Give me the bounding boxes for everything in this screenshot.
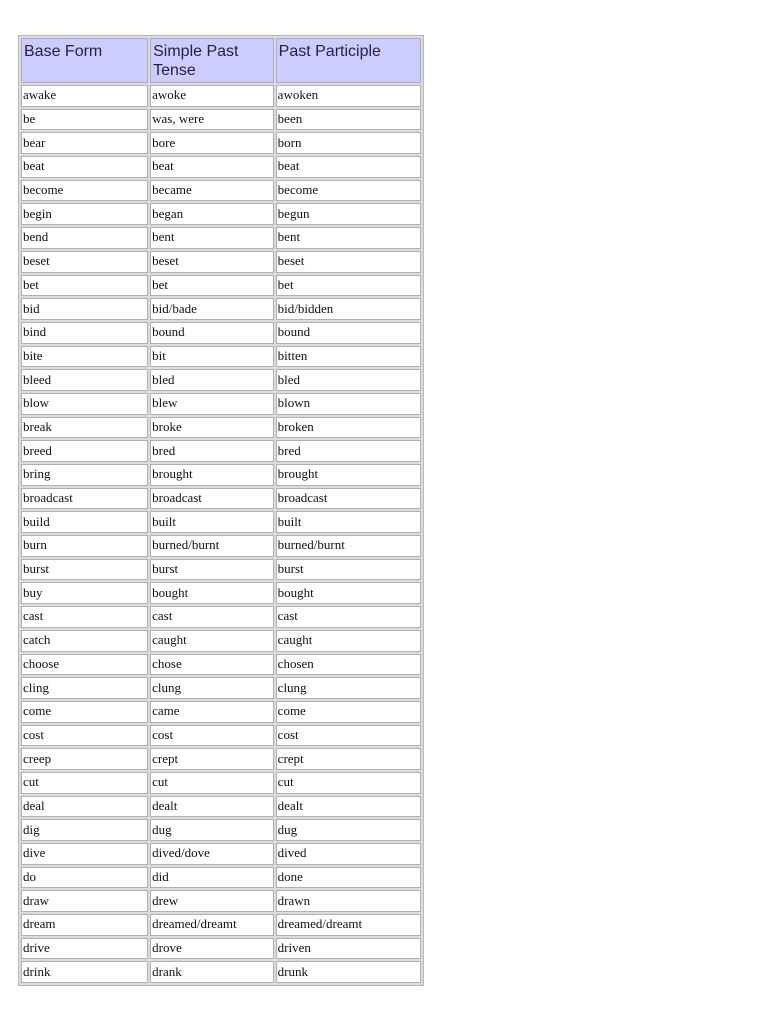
table-row — [21, 867, 421, 889]
base-form-cell: cut — [21, 772, 148, 794]
past-participle-cell: bitten — [276, 346, 421, 368]
simple-past-cell: bought — [150, 582, 274, 604]
base-form-cell: drive — [21, 938, 148, 960]
past-participle-cell: dived — [276, 843, 421, 865]
past-participle-cell: blown — [276, 393, 421, 415]
past-participle-cell: dreamed/dreamt — [276, 914, 421, 936]
simple-past-cell: beset — [150, 251, 274, 273]
base-form-cell: become — [21, 180, 148, 202]
table-row — [21, 961, 421, 983]
simple-past-cell: drank — [150, 961, 274, 983]
table-row — [21, 725, 421, 747]
past-participle-cell: broken — [276, 417, 421, 439]
base-form-cell: breed — [21, 440, 148, 462]
base-form-cell: catch — [21, 630, 148, 652]
table-row — [21, 203, 421, 225]
past-participle-cell: crept — [276, 748, 421, 770]
past-participle-cell: drawn — [276, 890, 421, 912]
past-participle-cell: burst — [276, 559, 421, 581]
simple-past-cell: built — [150, 511, 274, 533]
past-participle-cell: burned/burnt — [276, 535, 421, 557]
base-form-cell: bend — [21, 227, 148, 249]
simple-past-cell: broadcast — [150, 488, 274, 510]
table-row — [21, 748, 421, 770]
base-form-cell: buy — [21, 582, 148, 604]
simple-past-cell: drew — [150, 890, 274, 912]
table-body — [21, 85, 421, 983]
simple-past-cell: brought — [150, 464, 274, 486]
base-form-cell: deal — [21, 796, 148, 818]
table-row — [21, 346, 421, 368]
table-row — [21, 298, 421, 320]
table-row — [21, 440, 421, 462]
base-form-cell: beat — [21, 156, 148, 178]
table-row — [21, 464, 421, 486]
table-row — [21, 417, 421, 439]
header-past-participle: Past Participle — [276, 38, 421, 83]
table-row — [21, 630, 421, 652]
base-form-cell: cost — [21, 725, 148, 747]
past-participle-cell: begun — [276, 203, 421, 225]
header-simple-past-tense: Simple Past Tense — [150, 38, 274, 83]
simple-past-cell: caught — [150, 630, 274, 652]
past-participle-cell: bet — [276, 275, 421, 297]
simple-past-cell: dreamed/dreamt — [150, 914, 274, 936]
simple-past-cell: bet — [150, 275, 274, 297]
past-participle-cell: bound — [276, 322, 421, 344]
irregular-verbs-table — [18, 35, 424, 986]
simple-past-cell: burned/burnt — [150, 535, 274, 557]
past-participle-cell: beset — [276, 251, 421, 273]
table-row — [21, 701, 421, 723]
past-participle-cell: brought — [276, 464, 421, 486]
base-form-cell: creep — [21, 748, 148, 770]
past-participle-cell: beat — [276, 156, 421, 178]
base-form-cell: bind — [21, 322, 148, 344]
simple-past-cell: bore — [150, 132, 274, 154]
table-row — [21, 85, 421, 107]
simple-past-cell: cost — [150, 725, 274, 747]
base-form-cell: bet — [21, 275, 148, 297]
table-row — [21, 819, 421, 841]
table-row — [21, 369, 421, 391]
past-participle-cell: built — [276, 511, 421, 533]
table-row — [21, 796, 421, 818]
simple-past-cell: clung — [150, 677, 274, 699]
table-row — [21, 582, 421, 604]
simple-past-cell: chose — [150, 654, 274, 676]
base-form-cell: come — [21, 701, 148, 723]
simple-past-cell: cast — [150, 606, 274, 628]
past-participle-cell: dealt — [276, 796, 421, 818]
table-row — [21, 156, 421, 178]
simple-past-cell: cut — [150, 772, 274, 794]
base-form-cell: choose — [21, 654, 148, 676]
table-row — [21, 559, 421, 581]
simple-past-cell: dealt — [150, 796, 274, 818]
past-participle-cell: come — [276, 701, 421, 723]
simple-past-cell: did — [150, 867, 274, 889]
past-participle-cell: driven — [276, 938, 421, 960]
past-participle-cell: born — [276, 132, 421, 154]
simple-past-cell: blew — [150, 393, 274, 415]
past-participle-cell: broadcast — [276, 488, 421, 510]
past-participle-cell: caught — [276, 630, 421, 652]
simple-past-cell: bled — [150, 369, 274, 391]
table-row — [21, 132, 421, 154]
base-form-cell: build — [21, 511, 148, 533]
simple-past-cell: came — [150, 701, 274, 723]
table-row — [21, 914, 421, 936]
simple-past-cell: burst — [150, 559, 274, 581]
past-participle-cell: become — [276, 180, 421, 202]
base-form-cell: bleed — [21, 369, 148, 391]
table-row — [21, 890, 421, 912]
table-row — [21, 843, 421, 865]
base-form-cell: beset — [21, 251, 148, 273]
table-row — [21, 109, 421, 131]
simple-past-cell: beat — [150, 156, 274, 178]
past-participle-cell: bid/bidden — [276, 298, 421, 320]
base-form-cell: dream — [21, 914, 148, 936]
past-participle-cell: bred — [276, 440, 421, 462]
table-header — [21, 38, 421, 83]
base-form-cell: bid — [21, 298, 148, 320]
simple-past-cell: became — [150, 180, 274, 202]
header-base-form: Base Form — [21, 38, 148, 83]
simple-past-cell: began — [150, 203, 274, 225]
table-row — [21, 180, 421, 202]
table-row — [21, 322, 421, 344]
table-row — [21, 606, 421, 628]
base-form-cell: be — [21, 109, 148, 131]
past-participle-cell: bled — [276, 369, 421, 391]
past-participle-cell: done — [276, 867, 421, 889]
base-form-cell: break — [21, 417, 148, 439]
table-row — [21, 251, 421, 273]
table-row — [21, 535, 421, 557]
past-participle-cell: chosen — [276, 654, 421, 676]
table-row — [21, 275, 421, 297]
past-participle-cell: drunk — [276, 961, 421, 983]
past-participle-cell: clung — [276, 677, 421, 699]
table-row — [21, 488, 421, 510]
table-row — [21, 393, 421, 415]
simple-past-cell: awoke — [150, 85, 274, 107]
simple-past-cell: bent — [150, 227, 274, 249]
base-form-cell: awake — [21, 85, 148, 107]
past-participle-cell: bent — [276, 227, 421, 249]
simple-past-cell: bid/bade — [150, 298, 274, 320]
past-participle-cell: cost — [276, 725, 421, 747]
simple-past-cell: drove — [150, 938, 274, 960]
past-participle-cell: awoken — [276, 85, 421, 107]
base-form-cell: dive — [21, 843, 148, 865]
table-row — [21, 677, 421, 699]
base-form-cell: begin — [21, 203, 148, 225]
simple-past-cell: bound — [150, 322, 274, 344]
table-row — [21, 772, 421, 794]
table-row — [21, 938, 421, 960]
past-participle-cell: been — [276, 109, 421, 131]
base-form-cell: bring — [21, 464, 148, 486]
table-row — [21, 654, 421, 676]
base-form-cell: cling — [21, 677, 148, 699]
simple-past-cell: dug — [150, 819, 274, 841]
base-form-cell: do — [21, 867, 148, 889]
base-form-cell: broadcast — [21, 488, 148, 510]
table-row — [21, 511, 421, 533]
table-row — [21, 227, 421, 249]
past-participle-cell: cut — [276, 772, 421, 794]
simple-past-cell: bit — [150, 346, 274, 368]
simple-past-cell: was, were — [150, 109, 274, 131]
header-row — [21, 38, 421, 83]
simple-past-cell: dived/dove — [150, 843, 274, 865]
past-participle-cell: cast — [276, 606, 421, 628]
base-form-cell: burst — [21, 559, 148, 581]
base-form-cell: burn — [21, 535, 148, 557]
past-participle-cell: bought — [276, 582, 421, 604]
base-form-cell: cast — [21, 606, 148, 628]
base-form-cell: bear — [21, 132, 148, 154]
base-form-cell: dig — [21, 819, 148, 841]
base-form-cell: drink — [21, 961, 148, 983]
simple-past-cell: bred — [150, 440, 274, 462]
base-form-cell: bite — [21, 346, 148, 368]
simple-past-cell: broke — [150, 417, 274, 439]
past-participle-cell: dug — [276, 819, 421, 841]
base-form-cell: draw — [21, 890, 148, 912]
simple-past-cell: crept — [150, 748, 274, 770]
base-form-cell: blow — [21, 393, 148, 415]
